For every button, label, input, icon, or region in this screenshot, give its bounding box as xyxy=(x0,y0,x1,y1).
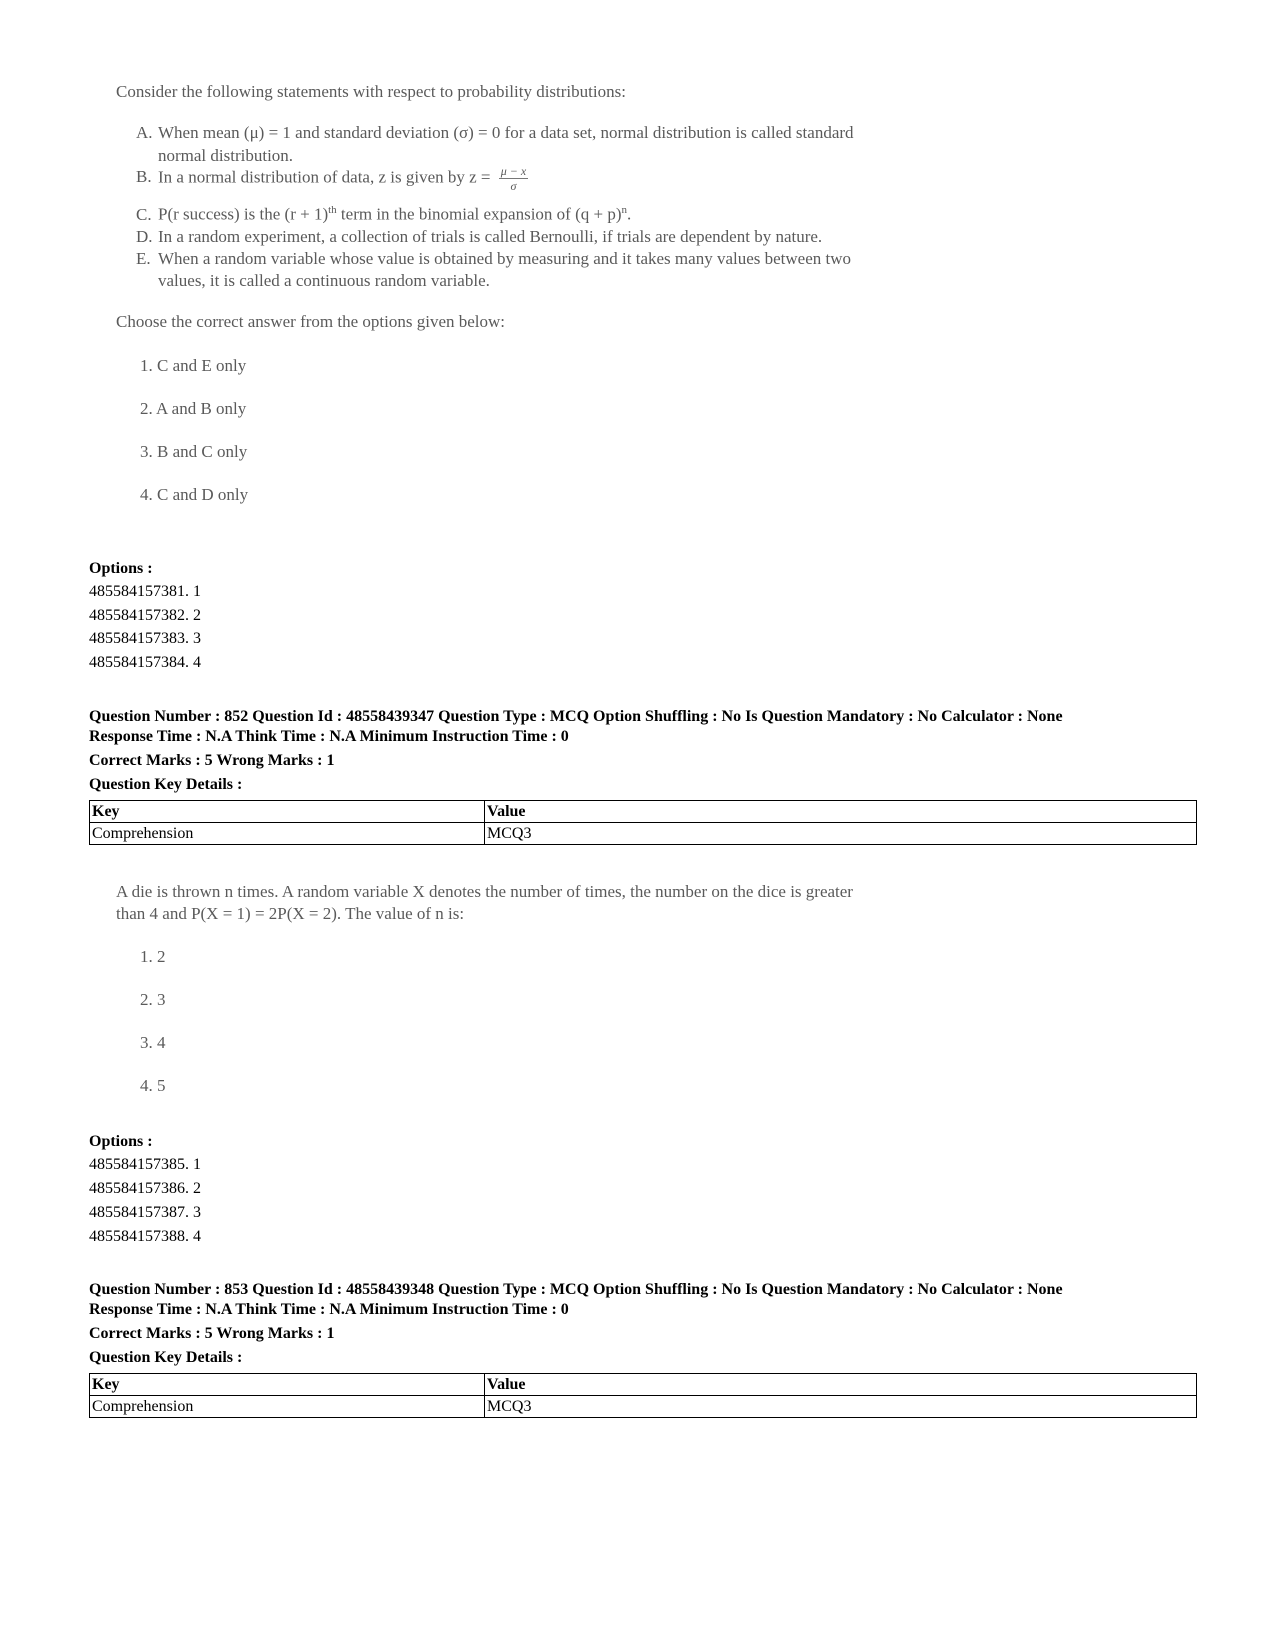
statement-e-continued: values, it is called a continuous random variable. xyxy=(158,271,490,290)
value-cell: MCQ3 xyxy=(485,823,1197,845)
q852-scan-line1: A die is thrown n times. A random variable X denotes the number of times, the number on the dice is greater xyxy=(116,882,853,901)
q852-option-4: 485584157388. 4 xyxy=(89,1228,201,1245)
q851-option-4: 485584157384. 4 xyxy=(89,654,201,671)
key-header: Key xyxy=(90,1374,485,1396)
scan-option-2: 2. A and B only xyxy=(140,399,247,418)
q852-marks: Correct Marks : 5 Wrong Marks : 1 xyxy=(89,752,335,769)
value-header: Value xyxy=(485,1374,1197,1396)
statement-a: A. When mean (μ) = 1 and standard deviation (σ) = 0 for a data set, normal distribution is called standard xyxy=(136,123,854,142)
q853-marks: Correct Marks : 5 Wrong Marks : 1 xyxy=(89,1325,335,1342)
q852-header-line2: Response Time : N.A Think Time : N.A Minimum Instruction Time : 0 xyxy=(89,728,569,745)
key-cell: Comprehension xyxy=(90,823,485,845)
value-cell: MCQ3 xyxy=(485,1396,1197,1418)
q852-option-3: 485584157387. 3 xyxy=(89,1204,201,1221)
q852-scan-option-2: 2. 3 xyxy=(140,990,166,1009)
q852-header-line1: Question Number : 852 Question Id : 48558439347 Question Type : MCQ Option Shuffling : No Is Question Mandatory : No Calculator : None xyxy=(89,708,1063,725)
table-row xyxy=(90,823,1197,845)
key-header: Key xyxy=(90,801,485,823)
statement-e: E. When a random variable whose value is obtained by measuring and it takes many values between two xyxy=(136,249,852,268)
statement-c: C. P(r success) is the $(r + 1)^{th}$ term in the binomial expansion of $(q + p)^n$. xyxy=(136,204,632,224)
q851-options-label: Options : xyxy=(89,560,153,577)
q851-option-2: 485584157382. 2 xyxy=(89,607,201,624)
choose-instruction: Choose the correct answer from the options given below: xyxy=(116,312,506,331)
q852-scan-option-3: 3. 4 xyxy=(140,1033,166,1052)
key-cell: Comprehension xyxy=(90,1396,485,1418)
q853-key-table xyxy=(89,1373,1197,1418)
statement-d: D. In a random experiment, a collection of trials is called Bernoulli, if trials are dependent by nature. xyxy=(136,227,823,246)
statement-a-continued: normal distribution. xyxy=(158,146,294,165)
table-header-row xyxy=(90,1374,1197,1396)
q852-scan-line2: than 4 and P(X = 1) = 2P(X = 2). The value of n is: xyxy=(116,904,465,923)
q852-option-1: 485584157385. 1 xyxy=(89,1156,201,1173)
q853-key-details-label: Question Key Details : xyxy=(89,1349,243,1366)
statement-b: B. In a normal distribution of data, z is given by z = $\frac{\mu - x}{\sigma}$ xyxy=(136,164,527,193)
scan-option-1: 1. C and E only xyxy=(140,356,247,375)
q852-scan-option-4: 4. 5 xyxy=(140,1076,166,1095)
q852-options-label: Options : xyxy=(89,1133,153,1150)
q851-option-3: 485584157383. 3 xyxy=(89,630,201,647)
scan-option-3: 3. B and C only xyxy=(140,442,248,461)
q851-option-1: 485584157381. 1 xyxy=(89,583,201,600)
q852-key-details-label: Question Key Details : xyxy=(89,776,243,793)
q852-key-table xyxy=(89,800,1197,845)
q852-option-2: 485584157386. 2 xyxy=(89,1180,201,1197)
q851-intro: Consider the following statements with respect to probability distributions: xyxy=(116,82,626,101)
q853-header-line1: Question Number : 853 Question Id : 48558439348 Question Type : MCQ Option Shuffling : No Is Question Mandatory : No Calculator : None xyxy=(89,1281,1063,1298)
value-header: Value xyxy=(485,801,1197,823)
scan-option-4: 4. C and D only xyxy=(140,485,249,504)
z-formula-fraction: $\frac{\mu - x}{\sigma}$ xyxy=(500,164,527,193)
table-header-row xyxy=(90,801,1197,823)
q852-scan-option-1: 1. 2 xyxy=(140,947,166,966)
table-row xyxy=(90,1396,1197,1418)
q853-header-line2: Response Time : N.A Think Time : N.A Minimum Instruction Time : 0 xyxy=(89,1301,569,1318)
